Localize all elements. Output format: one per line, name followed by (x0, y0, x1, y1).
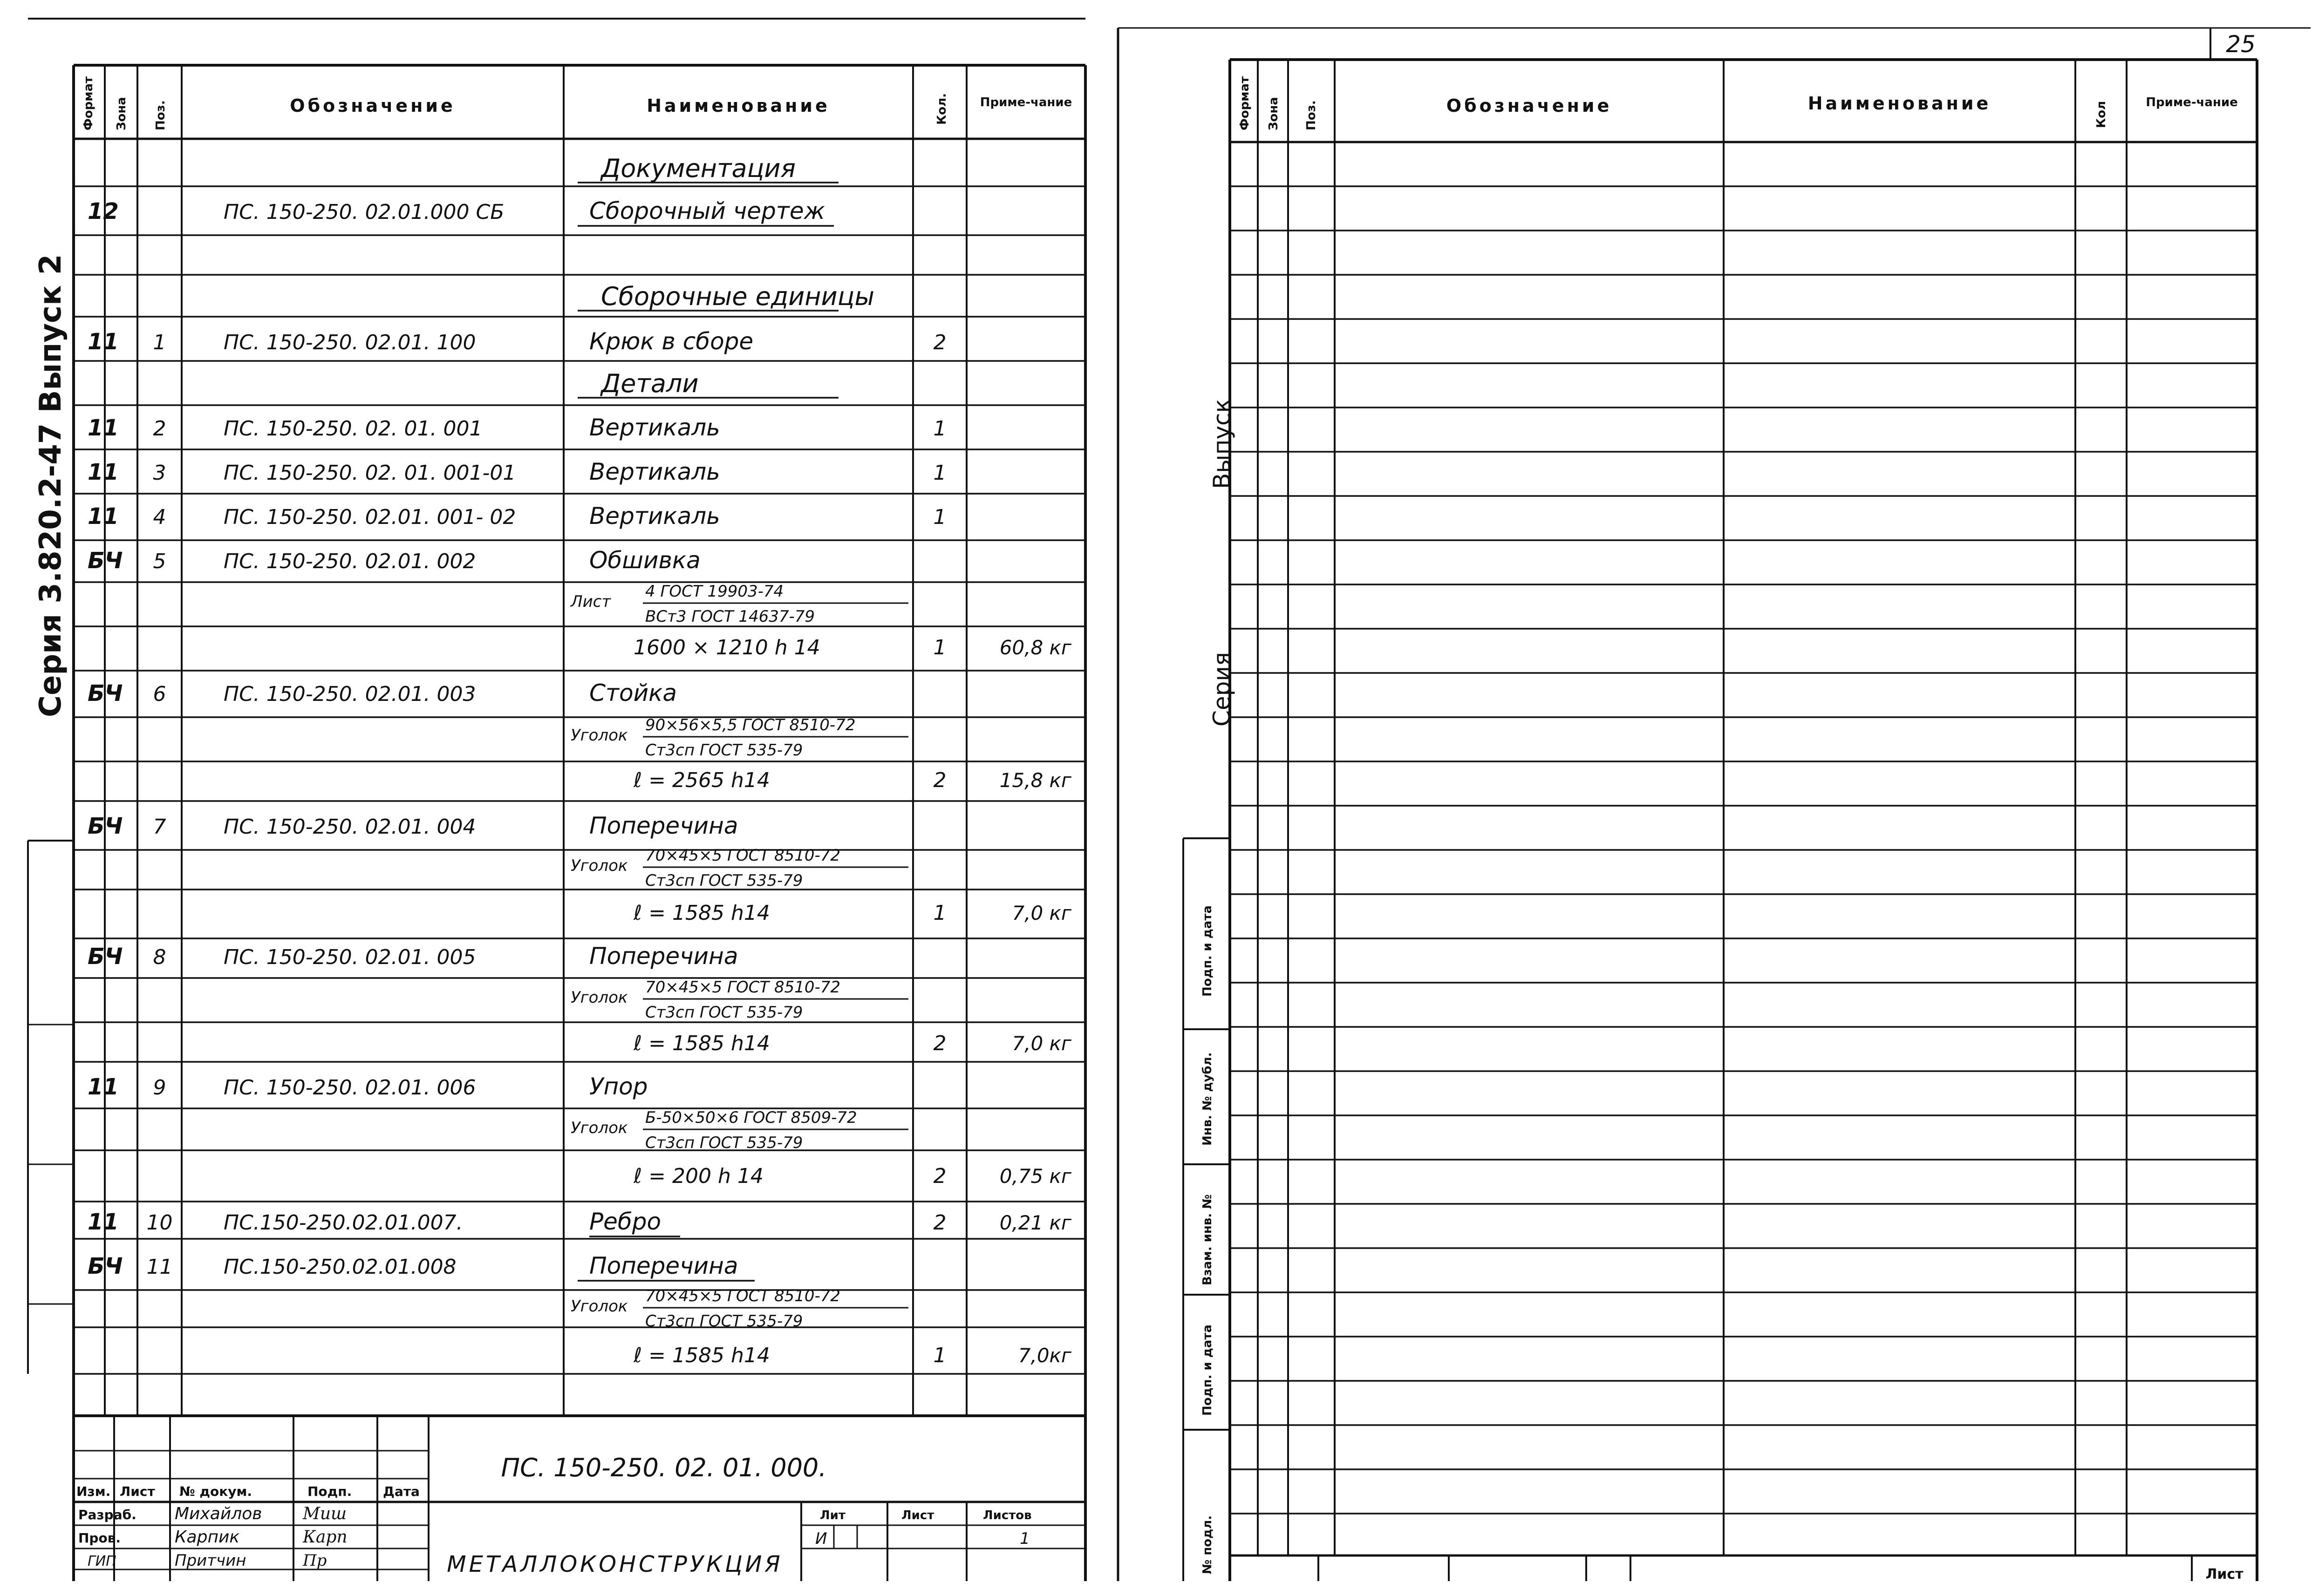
side-vzam-inv: Взам. инв. № (1200, 1194, 1214, 1285)
cell-format: БЧ (88, 813, 123, 839)
tb-role-prov: Пров. (78, 1530, 121, 1546)
cell-qty: 2 (933, 768, 947, 792)
tb-header-izm: Изм. (76, 1484, 111, 1499)
tb-role-razrab: Разраб. (78, 1507, 136, 1522)
material-profile: 70×45×5 ГОСТ 8510-72 (645, 846, 841, 865)
cell-qty: 1 (933, 505, 947, 529)
section-assembly-units: Сборочные единицы (601, 282, 875, 311)
material-grade: Ст3сп ГОСТ 535-79 (645, 1312, 803, 1331)
material-grade: Ст3сп ГОСТ 535-79 (645, 1003, 803, 1022)
cell-position: 5 (153, 550, 166, 573)
cell-format: БЧ (88, 1253, 123, 1279)
col-header-name: Наименование (647, 95, 830, 116)
doc-code: ПС. 150-250. 02. 01. 000. (501, 1453, 827, 1482)
tb-signature-gip: Пр (303, 1551, 327, 1570)
cell-designation: ПС. 150-250. 02. 01. 001 (224, 417, 483, 441)
side-seriya-label: Серия (1208, 652, 1235, 727)
cell-designation: ПС. 150-250. 02.01. 003 (224, 682, 476, 706)
col-header-designation: Обозначение (1446, 95, 1612, 116)
cell-format: 12 (88, 198, 119, 224)
cell-name: Поперечина (589, 1252, 738, 1279)
material-grade: Ст3сп ГОСТ 535-79 (645, 741, 803, 760)
cell-position: 9 (153, 1076, 166, 1100)
sheet-label: Лист (2205, 1566, 2244, 1582)
cell-name: Вертикаль (589, 414, 720, 441)
tb-signature-razrab: Миш (303, 1504, 347, 1523)
side-no-podl: № подл. (1200, 1515, 1214, 1574)
cell-position: 10 (146, 1211, 173, 1235)
material-profile: 70×45×5 ГОСТ 8510-72 (645, 978, 841, 997)
material-profile: 70×45×5 ГОСТ 8510-72 (645, 1287, 841, 1305)
section-details: Детали (601, 369, 699, 398)
section-documentation: Документация (601, 154, 796, 183)
cell-size: ℓ = 200 h 14 (634, 1164, 764, 1188)
material-prefix: Уголок (571, 856, 628, 875)
material-prefix: Лист (571, 592, 611, 611)
cell-format: 11 (88, 329, 119, 355)
cell-format: 11 (88, 459, 119, 485)
tb-list-header: Лист (901, 1508, 934, 1522)
cell-qty: 1 (933, 461, 947, 485)
cell-note: 7,0 кг (1012, 1032, 1071, 1055)
cell-qty: 2 (933, 1032, 947, 1055)
cell-size: ℓ = 1585 h14 (634, 1344, 770, 1367)
material-prefix: Уголок (571, 1297, 628, 1316)
col-header-note: Приме-чание (980, 95, 1072, 109)
cell-qty: 2 (933, 1164, 947, 1188)
cell-name: Сборочный чертеж (589, 197, 825, 224)
cell-designation: ПС. 150-250. 02.01. 004 (224, 815, 476, 839)
tb-role-gip: ГИП (88, 1553, 116, 1569)
col-header-format: Формат (82, 76, 95, 130)
cell-designation: ПС.150-250.02.01.007. (224, 1211, 463, 1235)
side-podp-data: Подп. и дата (1200, 905, 1214, 997)
col-header-name: Наименование (1807, 93, 1991, 114)
cell-note: 7,0кг (1018, 1344, 1071, 1367)
col-header-designation: Обозначение (290, 95, 456, 116)
cell-name: Поперечина (589, 812, 738, 839)
col-header-note: Приме-чание (2146, 95, 2238, 109)
cell-position: 3 (153, 461, 166, 485)
cell-format: 11 (88, 1074, 119, 1100)
cell-qty: 1 (933, 636, 947, 659)
cell-name: Упор (589, 1073, 648, 1100)
cell-format: 11 (88, 1209, 119, 1235)
tb-name-prov: Карпик (175, 1528, 240, 1547)
cell-position: 2 (153, 417, 166, 441)
col-header-pos: Поз. (154, 100, 168, 130)
material-grade: Ст3сп ГОСТ 535-79 (645, 871, 803, 890)
col-header-zone: Зона (1267, 97, 1281, 130)
cell-note: 7,0 кг (1012, 902, 1071, 924)
tb-name-gip: Притчин (175, 1551, 246, 1570)
cell-format: 11 (88, 503, 119, 530)
cell-position: 1 (153, 331, 166, 354)
cell-designation: ПС. 150-250. 02.01. 006 (224, 1076, 476, 1100)
tb-listov-value: 1 (1020, 1529, 1030, 1548)
side-vypusk-label: Выпуск (1208, 399, 1235, 489)
cell-designation: ПС. 150-250. 02.01. 002 (224, 550, 476, 573)
side-podp-data-2: Подп. и дата (1200, 1324, 1214, 1416)
side-inv-dubl: Инв. № дубл. (1200, 1052, 1214, 1146)
cell-size: ℓ = 1585 h14 (634, 901, 770, 925)
cell-size: ℓ = 2565 h14 (634, 768, 770, 792)
cell-qty: 1 (933, 417, 947, 441)
tb-name-razrab: Михайлов (175, 1504, 262, 1523)
page-number: 25 (2226, 31, 2256, 58)
tb-listov-header: Листов (983, 1508, 1032, 1522)
cell-designation: ПС.150-250.02.01.008 (224, 1255, 457, 1279)
tb-header-docnum: № докум. (179, 1484, 252, 1499)
tb-header-list: Лист (120, 1484, 155, 1499)
material-profile: Б-50×50×6 ГОСТ 8509-72 (645, 1108, 857, 1127)
cell-position: 8 (153, 945, 166, 969)
material-profile: 4 ГОСТ 19903-74 (645, 582, 784, 601)
cell-position: 6 (153, 682, 166, 706)
cell-format: БЧ (88, 680, 123, 706)
col-header-pos: Поз. (1304, 100, 1318, 130)
cell-qty: 2 (933, 1211, 947, 1235)
tb-header-sign: Подп. (307, 1484, 352, 1499)
col-header-format: Формат (1238, 76, 1252, 130)
col-header-qty: Кол. (935, 93, 949, 125)
cell-note: 0,75 кг (999, 1165, 1071, 1188)
tb-header-date: Дата (383, 1484, 420, 1499)
material-prefix: Уголок (571, 726, 628, 745)
drawing-title: МЕТАЛЛОКОНСТРУКЦИЯ (447, 1551, 783, 1577)
tb-signature-prov: Карп (303, 1528, 348, 1547)
cell-designation: ПС. 150-250. 02.01. 001- 02 (224, 505, 516, 529)
cell-position: 11 (146, 1255, 173, 1279)
col-header-qty: Кол (2094, 101, 2108, 128)
cell-designation: ПС. 150-250. 02.01. 005 (224, 945, 476, 969)
cell-format: БЧ (88, 944, 123, 970)
material-grade: Ст3сп ГОСТ 535-79 (645, 1134, 803, 1152)
cell-name: Поперечина (589, 943, 738, 970)
cell-note: 60,8 кг (999, 636, 1071, 659)
series-side-label: Серия 3.820.2-47 Выпуск 2 (34, 254, 68, 717)
col-header-zone: Зона (115, 97, 129, 130)
cell-qty: 1 (933, 1344, 947, 1367)
cell-designation: ПС. 150-250. 02.01. 100 (224, 331, 476, 354)
tb-lit-value: И (815, 1529, 827, 1548)
cell-designation: ПС. 150-250. 02. 01. 001-01 (224, 461, 516, 485)
cell-format: 11 (88, 415, 119, 441)
material-profile: 90×56×5,5 ГОСТ 8510-72 (645, 716, 856, 734)
material-prefix: Уголок (571, 1119, 628, 1137)
cell-name: Вертикаль (589, 458, 720, 485)
cell-note: 15,8 кг (999, 769, 1071, 792)
material-prefix: Уголок (571, 988, 628, 1007)
tb-lit-header: Лит (820, 1508, 846, 1522)
cell-name: Вертикаль (589, 503, 720, 530)
material-grade: ВСт3 ГОСТ 14637-79 (645, 607, 815, 626)
cell-name: Обшивка (589, 547, 701, 574)
cell-format: БЧ (88, 548, 123, 574)
cell-qty: 1 (933, 901, 947, 925)
cell-note: 0,21 кг (999, 1211, 1071, 1234)
cell-size: 1600 × 1210 h 14 (634, 636, 820, 659)
cell-name: Ребро (589, 1208, 662, 1235)
cell-name: Крюк в сборе (589, 328, 754, 355)
cell-qty: 2 (933, 331, 947, 354)
cell-position: 4 (153, 505, 166, 529)
cell-name: Стойка (589, 679, 677, 706)
cell-designation: ПС. 150-250. 02.01.000 СБ (224, 200, 505, 224)
cell-position: 7 (153, 815, 166, 839)
cell-size: ℓ = 1585 h14 (634, 1032, 770, 1055)
